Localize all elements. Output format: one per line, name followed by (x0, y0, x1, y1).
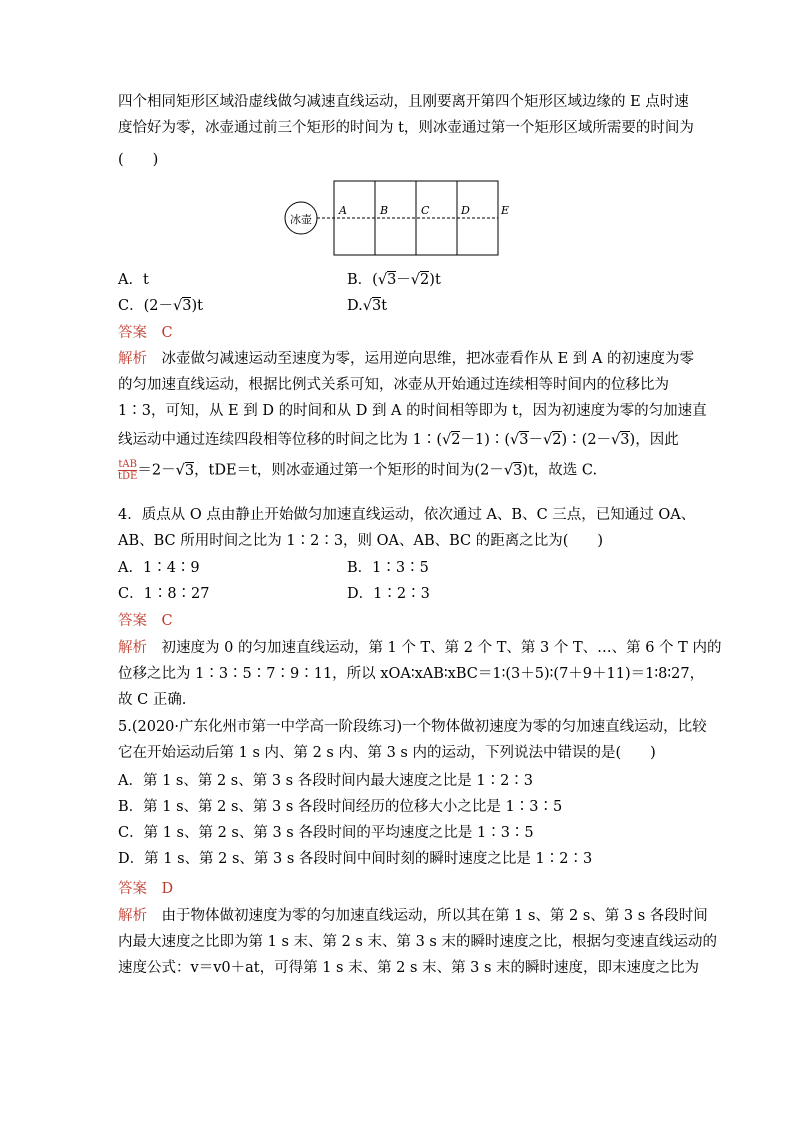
ice-pot-diagram (284, 180, 514, 256)
q4-line-2: AB、BC 所用时间之比为 1∶2∶3，则 OA、AB、BC 的距离之比为( ) (118, 533, 604, 549)
q5-line-2: 它在开始运动后第 1 s 内、第 2 s 内、第 3 s 内的运动，下列说法中错误的是( ) (118, 745, 656, 761)
q3-option-a: A．t (118, 272, 149, 288)
q4-option-b: B．1∶3∶5 (347, 560, 429, 576)
q4-answer: 答案 C (118, 613, 173, 629)
q3-analysis-line-3: 1∶3，可知，从 E 到 D 的时间和从 D 到 A 的时间相等即为 t，因为初速度为零的匀加速直 (118, 403, 707, 419)
q4-option-d: D．1∶2∶3 (347, 586, 430, 602)
q5-analysis-line-3: 速度公式：v＝v0＋at，可得第 1 s 末、第 2 s 末、第 3 s 末的瞬时速度，即末速度之比为 (118, 960, 700, 976)
q3-analysis-line-1: 解析 冰壶做匀减速运动至速度为零，运用逆向思维，把冰壶看作从 E 到 A 的初速度为零 (118, 351, 694, 367)
q5-option-b: B．第 1 s、第 2 s、第 3 s 各段时间经历的位移大小之比是 1∶3∶5 (118, 799, 563, 815)
q4-option-a: A．1∶4∶9 (118, 560, 200, 576)
q3-analysis-line-2: 的匀加速直线运动，根据比例式关系可知，冰壶从开始通过连续相等时间内的位移比为 (118, 377, 669, 393)
q5-option-c: C．第 1 s、第 2 s、第 3 s 各段时间的平均速度之比是 1∶3∶5 (118, 825, 534, 841)
intro-line-3: ( ) (118, 152, 159, 168)
q5-line-1: 5.(2020·广东化州市第一中学高一阶段练习)一个物体做初速度为零的匀加速直线运动，比较 (118, 719, 707, 735)
q3-option-b: B．(√3－√2)t (347, 272, 441, 288)
q4-analysis-line-2: 位移之比为 1∶3∶5∶7∶9∶11，所以 xOA∶xAB∶xBC＝1∶(3＋5)∶(7＋9＋11)＝1∶8∶27， (118, 666, 705, 682)
point-b: B (380, 204, 389, 217)
q4-line-1: 4．质点从 O 点由静止开始做匀加速直线运动，依次通过 A、B、C 三点，已知通过 OA、 (118, 507, 696, 523)
ratio-fraction: $\frac{\text{tAB}}{\text{tDE}}$ (118, 459, 138, 482)
q5-answer: 答案 D (118, 881, 174, 897)
q3-option-d: D.√3t (347, 298, 388, 314)
q5-option-a: A．第 1 s、第 2 s、第 3 s 各段时间内最大速度之比是 1∶2∶3 (118, 773, 534, 789)
ice-pot-label: 冰壶 (290, 213, 312, 226)
intro-line-2: 度恰好为零，冰壶通过前三个矩形的时间为 t，则冰壶通过第一个矩形区域所需要的时间为 (118, 120, 694, 136)
q3-analysis-line-5: $\frac{\text{tAB}}{\text{tDE}}$ ＝2－√3，tDE＝t，则冰壶通过第一个矩形的时间为(2－√3)t，故选 C. (118, 459, 598, 482)
point-e: E (501, 204, 510, 217)
point-c: C (421, 204, 430, 217)
q4-option-c: C．1∶8∶27 (118, 586, 210, 602)
q5-analysis-line-1: 解析 由于物体做初速度为零的匀加速直线运动，所以其在第 1 s、第 2 s、第 3 s 各段时间 (118, 908, 708, 924)
q3-answer: 答案 C (118, 325, 173, 341)
point-a: A (339, 204, 347, 217)
q4-analysis-line-1: 解析 初速度为 0 的匀加速直线运动，第 1 个 T、第 2 个 T、第 3 个 T、…、第 6 个 T 内的 (118, 640, 722, 656)
q3-analysis-line-4: 线运动中通过连续四段相等位移的时间之比为 1∶(√2－1)∶(√3－√2)∶(2－√3)，因此 (118, 432, 679, 448)
q4-analysis-line-3: 故 C 正确. (118, 692, 187, 708)
q5-analysis-line-2: 内最大速度之比即为第 1 s 末、第 2 s 末、第 3 s 末的瞬时速度之比，根据匀变速直线运动的 (118, 934, 717, 950)
q5-option-d: D．第 1 s、第 2 s、第 3 s 各段时间中间时刻的瞬时速度之比是 1∶2∶3 (118, 851, 593, 867)
intro-line-1: 四个相同矩形区域沿虚线做匀减速直线运动，且刚要离开第四个矩形区域边缘的 E 点时速 (118, 94, 689, 110)
point-d: D (461, 204, 470, 217)
q3-option-c: C．(2－√3)t (118, 298, 203, 314)
